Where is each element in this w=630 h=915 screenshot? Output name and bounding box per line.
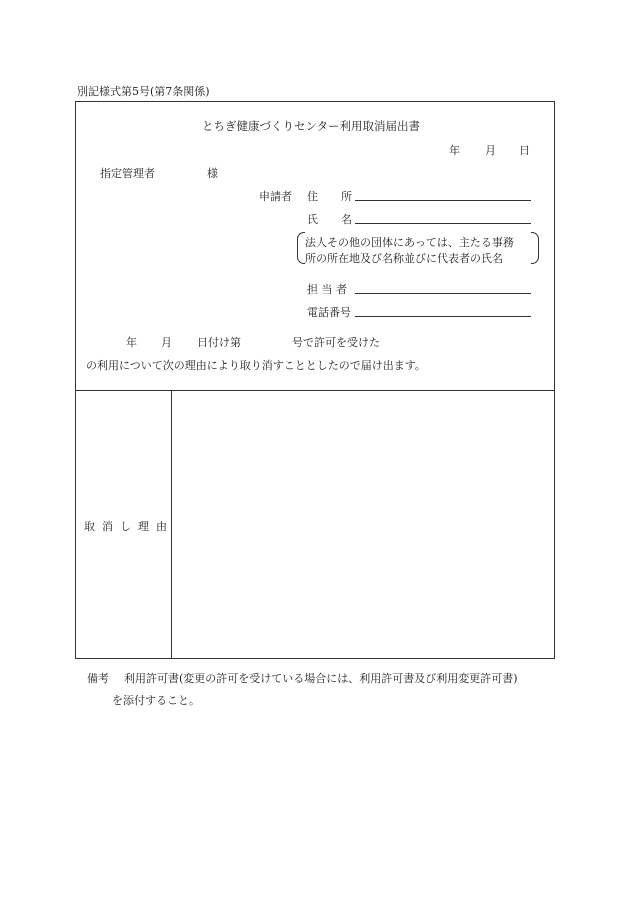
date-year-label: 年 [449,144,460,157]
corp-note-line1: 法人その他の団体にあっては、主たる事務 [305,236,514,249]
reason-label: 取消し理由 [84,520,174,533]
address-label-1: 住 [307,190,318,203]
phone-label: 電話番号 [307,306,351,319]
person-in-charge-label: 担 当 者 [307,283,347,296]
permit-day-label: 日付け第 [197,336,241,349]
name-field[interactable] [355,223,531,224]
date-day-label: 日 [519,144,530,157]
corp-note-bracket-right [531,232,539,264]
applicant-label: 申請者 [259,190,292,203]
corp-note-line2: 所の所在地及び名称並びに代表者の氏名 [305,252,503,265]
form-number: 別記様式第5号(第7条関係) [77,85,210,98]
permit-number-suffix: 号で許可を受けた [292,336,380,349]
declaration-sentence: の利用について次の理由により取り消すこととしたので届け出ます。 [86,359,426,372]
name-label-2: 名 [341,213,352,226]
date-month-label: 月 [485,144,496,157]
permit-year-label: 年 [126,336,137,349]
notes-label: 備考 [87,672,109,685]
phone-field[interactable] [355,316,531,317]
corp-note-bracket-left [297,232,305,264]
name-label-1: 氏 [307,213,318,226]
addressee-label: 指定管理者 [100,167,155,180]
person-in-charge-field[interactable] [355,293,531,294]
address-label-2: 所 [341,190,352,203]
addressee-honorific: 様 [207,167,218,180]
address-field[interactable] [355,200,531,201]
notes-line2: を添付すること。 [112,694,200,707]
permit-month-label: 月 [161,336,172,349]
notes-line1: 利用許可書(変更の許可を受けている場合には、利用許可書及び利用変更許可書) [124,672,518,685]
document-title: とちぎ健康づくりセンター利用取消届出書 [202,119,421,133]
reason-field[interactable] [172,391,554,657]
